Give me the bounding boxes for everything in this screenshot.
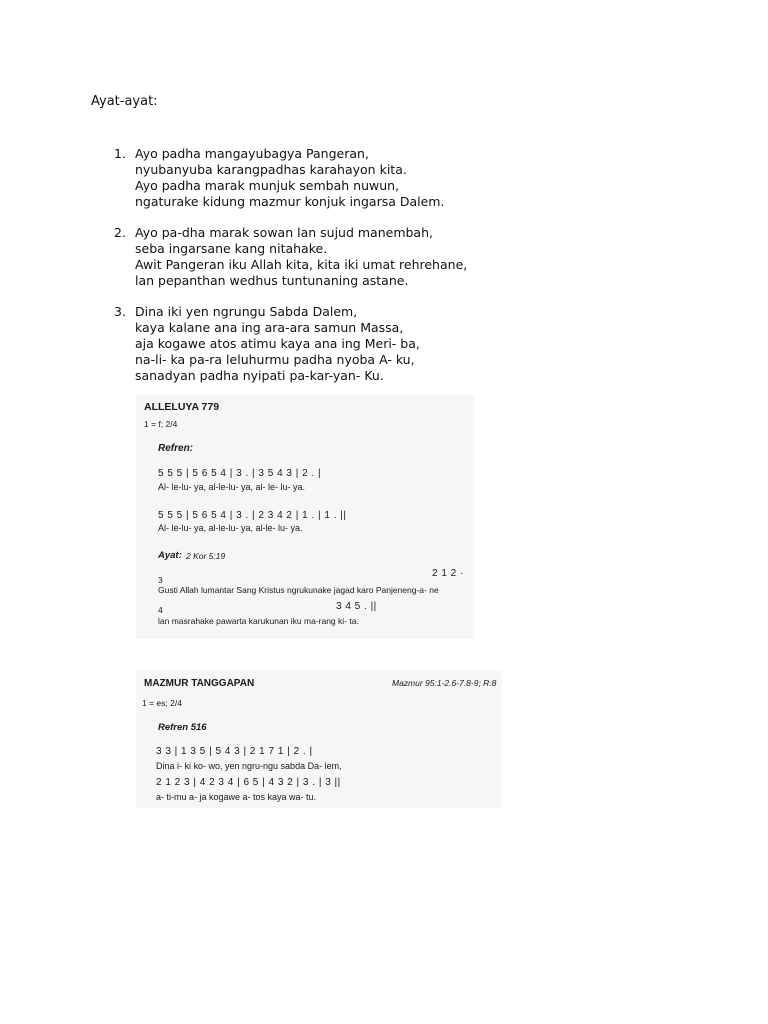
notation-fragment: 2 1 2 · bbox=[432, 568, 464, 579]
verse-line: Dina iki yen ngrungu Sabda Dalem, bbox=[135, 304, 358, 319]
verse-line: Ayo padha marak munjuk sembah nuwun, bbox=[135, 178, 400, 193]
verse-2 bbox=[114, 225, 467, 289]
mazmur-score bbox=[136, 670, 502, 808]
verse-line: sanadyan padha nyipati pa-kar-yan- Ku. bbox=[135, 368, 384, 383]
verse-number: 1. bbox=[114, 146, 126, 161]
lyric-line: Al- le-lu- ya, al-le-lu- ya, al-le- lu- ya. bbox=[158, 523, 303, 533]
psalm-reference: Mazmur 95:1-2.6-7.8-9; R:8 bbox=[392, 678, 497, 688]
verse-text: Gusti Allah lumantar Sang Kristus ngrukunake jagad karo Panjeneng-a- ne bbox=[158, 585, 439, 595]
verse-line: aja kogawe atos atimu kaya ana ing Meri- ba, bbox=[135, 336, 420, 351]
notation-line: 3 3 | 1 3 5 | 5 4 3 | 2 1 7 1 | 2 . | bbox=[156, 746, 313, 757]
verse-number: 2. bbox=[114, 225, 126, 240]
verse-number: 4 bbox=[158, 605, 163, 615]
score-title: MAZMUR TANGGAPAN bbox=[144, 678, 255, 689]
verse-list bbox=[114, 146, 467, 399]
alleluya-score bbox=[136, 395, 474, 639]
verse-number: 3 bbox=[158, 575, 163, 585]
verse-number: 3. bbox=[114, 304, 126, 319]
verse-line: lan pepanthan wedhus tuntunaning astane. bbox=[135, 273, 409, 288]
ayat-reference: 2 Kor 5:19 bbox=[186, 551, 226, 561]
refrain-label: Refren: bbox=[158, 443, 194, 454]
notation-fragment: 3 4 5 . || bbox=[336, 601, 377, 612]
notation-line: 2 1 2 3 | 4 2 3 4 | 6 5 | 4 3 2 | 3 . | 3 || bbox=[156, 777, 341, 788]
score-title: ALLELUYA 779 bbox=[144, 401, 220, 413]
verse-line: Awit Pangeran iku Allah kita, kita iki umat rehrehane, bbox=[135, 257, 468, 272]
verse-line: Ayo padha mangayubagya Pangeran, bbox=[135, 146, 369, 161]
lyric-line: Al- le-lu- ya, al-le-lu- ya, al- le- lu- ya. bbox=[158, 482, 306, 492]
verse-text: lan masrahake pawarta karukunan iku ma-rang ki- ta. bbox=[158, 616, 359, 626]
ayat-label: Ayat: bbox=[158, 550, 182, 561]
verse-1 bbox=[114, 146, 467, 210]
lyric-line: Dina i- ki ko- wo, yen ngru-ngu sabda Da- lem, bbox=[156, 761, 342, 771]
score-key: 1 = es; 2/4 bbox=[142, 698, 182, 708]
notation-line: 5 5 5 | 5 6 5 4 | 3 . | 2 3 4 2 | 1 . | 1 . || bbox=[158, 510, 347, 521]
heading: Ayat-ayat: bbox=[91, 94, 158, 109]
lyric-line: a- ti-mu a- ja kogawe a- tos kaya wa- tu. bbox=[156, 792, 317, 802]
verse-line: ngaturake kidung mazmur konjuk ingarsa Dalem. bbox=[135, 194, 445, 209]
verse-line: kaya kalane ana ing ara-ara samun Massa, bbox=[135, 320, 404, 335]
refrain-label: Refren 516 bbox=[158, 722, 207, 733]
verse-line: seba ingarsane kang nitahake. bbox=[135, 241, 328, 256]
score-key: 1 = f; 2/4 bbox=[144, 419, 178, 429]
notation-line: 5 5 5 | 5 6 5 4 | 3 . | 3 5 4 3 | 2 . | bbox=[158, 468, 322, 479]
verse-line: nyubanyuba karangpadhas karahayon kita. bbox=[135, 162, 407, 177]
verse-3 bbox=[114, 304, 467, 384]
verse-line: na-li- ka pa-ra leluhurmu padha nyoba A- ku, bbox=[135, 352, 415, 367]
verse-line: Ayo pa-dha marak sowan lan sujud manembah, bbox=[135, 225, 433, 240]
